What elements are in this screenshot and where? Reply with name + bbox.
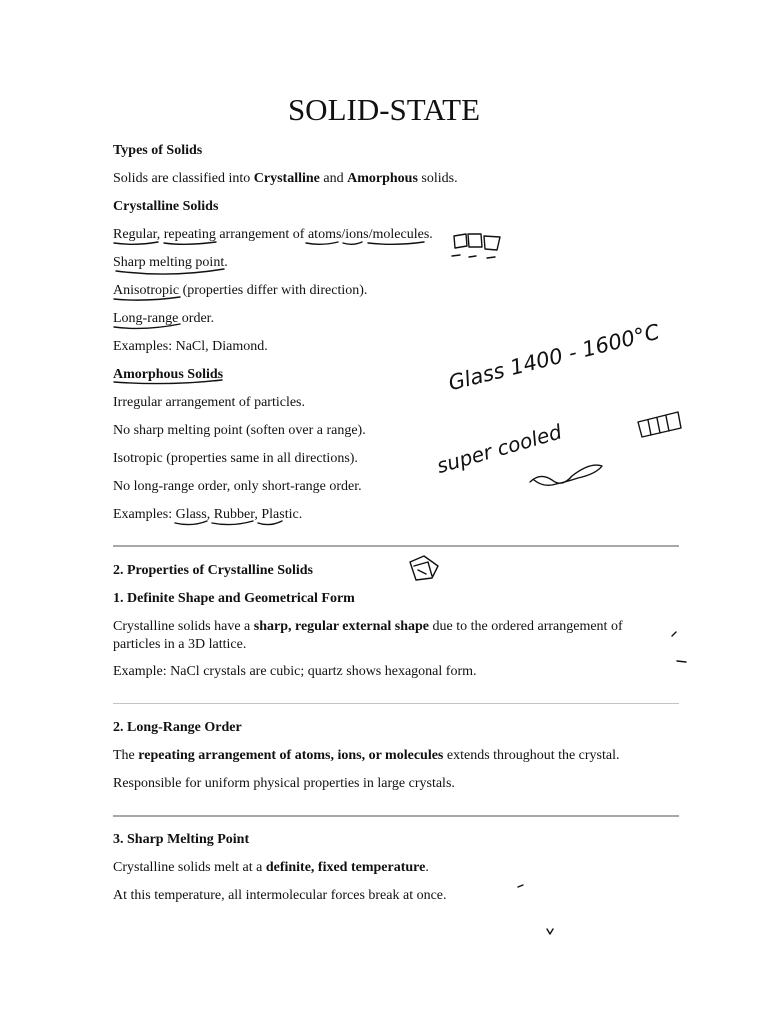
block-sketch	[666, 416, 669, 431]
lattice-sketch	[487, 257, 495, 258]
lattice-sketch	[452, 255, 460, 256]
amorphous-heading: Amorphous Solids	[113, 367, 224, 382]
lattice-sketch	[468, 234, 482, 247]
cube-sketch	[414, 562, 432, 576]
subsection-divider	[113, 815, 679, 817]
block-sketch	[657, 418, 660, 433]
cube-sketch	[410, 556, 438, 580]
cube-sketch	[418, 570, 426, 574]
lattice-sketch	[469, 256, 476, 257]
amorphous-point: Examples: Glass, Rubber, Plastic.	[113, 507, 303, 522]
melting-point-para: Crystalline solids melt at a definite, fixed temperature.	[113, 860, 429, 875]
long-range-line2: Responsible for uniform physical properties in large crystals.	[113, 776, 455, 791]
crystalline-heading: Crystalline Solids	[113, 199, 219, 214]
squiggle-sketch	[530, 465, 602, 485]
amorphous-point: No sharp melting point (soften over a range).	[113, 423, 366, 438]
amorphous-point: No long-range order, only short-range order.	[113, 479, 362, 494]
definite-shape-heading: 1. Definite Shape and Geometrical Form	[113, 591, 355, 606]
long-range-para: The repeating arrangement of atoms, ions, or molecules extends throughout the crystal.	[113, 748, 620, 763]
section-divider	[113, 545, 679, 547]
pen-mark	[547, 929, 553, 934]
block-sketch	[638, 412, 681, 437]
handwritten-note: super cooled	[434, 419, 565, 479]
handwritten-note: Glass 1400 - 1600°C	[446, 319, 662, 396]
crystalline-point: Regular, repeating arrangement of atoms/ions/molecules.	[113, 227, 433, 242]
long-range-heading: 2. Long-Range Order	[113, 720, 242, 735]
crystalline-point: Long-range order.	[113, 311, 215, 326]
definite-shape-example: Example: NaCl crystals are cubic; quartz shows hexagonal form.	[113, 664, 477, 679]
subsection-divider	[113, 703, 679, 704]
lattice-sketch	[454, 234, 467, 248]
page-title: SOLID-STATE	[287, 92, 481, 127]
crystalline-point: Examples: NaCl, Diamond.	[113, 339, 268, 354]
pen-mark	[518, 885, 523, 887]
crystalline-point: Anisotropic (properties differ with direction).	[113, 283, 368, 298]
amorphous-point: Irregular arrangement of particles.	[113, 395, 306, 410]
pen-mark	[677, 661, 686, 662]
definite-shape-para: Crystalline solids have a sharp, regular external shape due to the ordered arrangement of particles in a 3D lattice.	[113, 619, 623, 652]
types-heading: Types of Solids	[113, 143, 203, 158]
melting-point-line2: At this temperature, all intermolecular forces break at once.	[113, 888, 447, 903]
crystalline-point: Sharp melting point.	[113, 255, 228, 270]
types-intro: Solids are classified into Crystalline and Amorphous solids.	[113, 171, 458, 186]
melting-point-heading: 3. Sharp Melting Point	[113, 832, 250, 847]
lattice-sketch	[484, 236, 500, 250]
block-sketch	[648, 420, 651, 435]
amorphous-point: Isotropic (properties same in all directions).	[113, 451, 358, 466]
properties-heading: 2. Properties of Crystalline Solids	[113, 563, 314, 578]
